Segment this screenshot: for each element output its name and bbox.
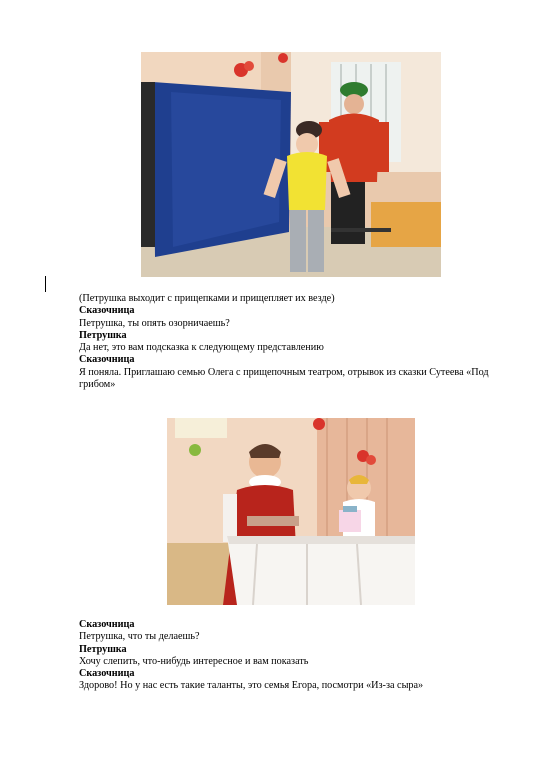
dialogue-line: Петрушка, что ты делаешь? <box>79 631 200 643</box>
photo-family-performance <box>167 418 415 605</box>
photo-2-image <box>167 418 415 605</box>
speaker-name: Сказочница <box>79 354 135 366</box>
dialogue-line: Петрушка, ты опять озорничаешь? <box>79 317 230 329</box>
dialogue-line: Я поняла. Приглашаю семью Олега с прищепочным театром, отрывок из сказки Сутеева «Под грибом» <box>79 366 489 391</box>
text-cursor <box>45 276 46 292</box>
dialogue-block-2 <box>79 619 499 693</box>
speaker-name: Сказочница <box>79 619 135 630</box>
dialogue-line: Хочу слепить, что-нибудь интересное и вам показать <box>79 655 309 667</box>
dialogue-line: Да нет, это вам подсказка к следующему представлению <box>79 342 324 354</box>
dialogue-block-1 <box>79 293 499 391</box>
speaker-name: Сказочница <box>79 305 135 317</box>
dialogue-line: Здорово! Но у нас есть такие таланты, это семья Егора, посмотри «Из-за сыра» <box>79 680 424 692</box>
speaker-name: Петрушка <box>79 643 127 655</box>
speaker-name: Сказочница <box>79 668 135 680</box>
photo-1-image <box>141 52 441 277</box>
photo-petrushka-and-storyteller <box>141 52 441 277</box>
stage-direction: (Петрушка выходит с прищепками и прищепляет их везде) <box>79 293 335 304</box>
speaker-name: Петрушка <box>79 329 127 341</box>
